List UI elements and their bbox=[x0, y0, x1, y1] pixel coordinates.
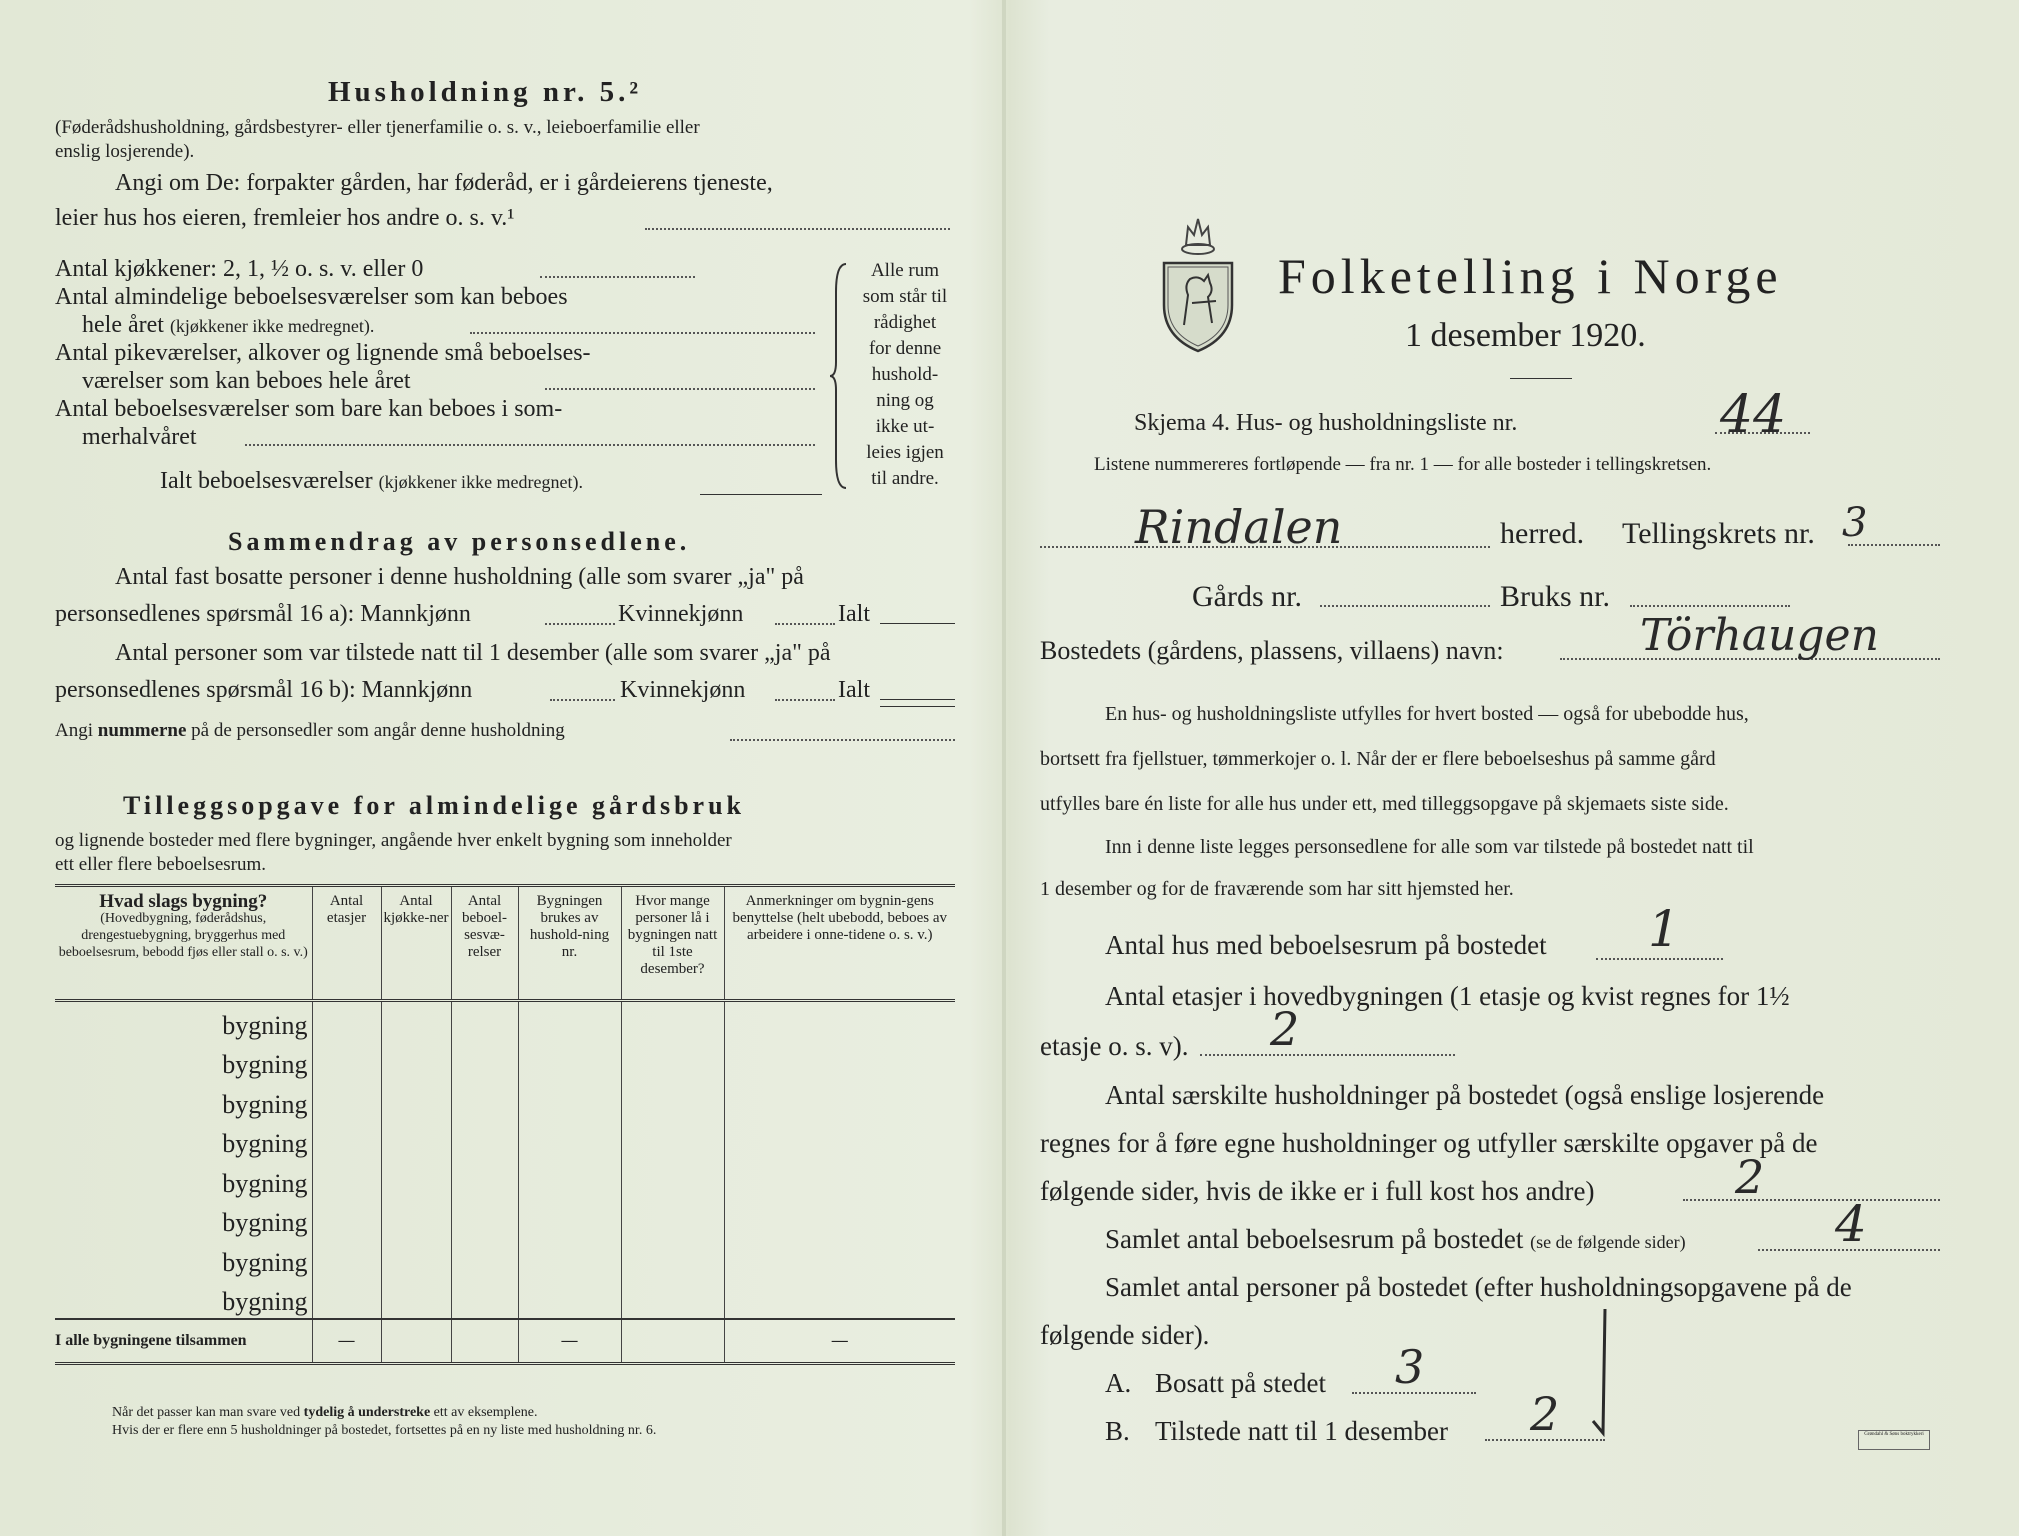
supplement-heading: Tilleggsopgave for almindelige gårdsbruk bbox=[123, 791, 746, 820]
household-intro-2: enslig losjerende). bbox=[55, 141, 195, 162]
tellingskrets-label: Tellingskrets nr. bbox=[1622, 517, 1815, 550]
ordinary-rooms-label-2: hele året (kjøkkener ikke medregnet). bbox=[82, 312, 375, 338]
household-heading: Husholdning nr. 5.² bbox=[328, 76, 643, 108]
table-row bbox=[55, 1200, 955, 1240]
info-line-2: bortsett fra fjellstuer, tømmerkojer o. l. Når der er flere beboelseshus på samme gård bbox=[1040, 748, 1716, 770]
samlet-personer-line-2: følgende sider). bbox=[1040, 1320, 1210, 1350]
summary-line-4: personsedlenes spørsmål 16 b): Mannkjønn bbox=[55, 677, 473, 703]
header-building-type: Hvad slags bygning? (Hovedbygning, føderådshus, drengestuebygning, bryggerhus med beboelsesrum, bebodd fjøs eller stall o. s. v.) bbox=[58, 891, 308, 960]
summary-heading: Sammendrag av personsedlene. bbox=[228, 527, 691, 556]
tilstede-letter: B. bbox=[1105, 1416, 1130, 1446]
ordinary-rooms-label-1: Antal almindelige beboelsesværelser som kan beboes bbox=[55, 284, 568, 310]
bosatt-value[interactable]: 3 bbox=[1395, 1340, 1425, 1394]
summary-male-b-dots bbox=[550, 699, 615, 701]
gards-line bbox=[1320, 605, 1490, 607]
footnote-1: Når det passer kan man svare ved tydelig å understreke ett av eksemplene. bbox=[112, 1405, 538, 1420]
maid-rooms-label-2: værelser som kan beboes hele året bbox=[82, 368, 411, 394]
maid-rooms-label-1: Antal pikeværelser, alkover og lignende små beboelses- bbox=[55, 340, 591, 366]
skjema-nr-value[interactable]: 44 bbox=[1720, 385, 1787, 445]
page-fold bbox=[1002, 0, 1006, 1536]
table-row bbox=[55, 1279, 955, 1320]
etasjer-line-1: Antal etasjer i hovedbygningen (1 etasje og kvist regnes for 1½ bbox=[1105, 981, 1790, 1011]
header-remarks: Anmerkninger om bygnin-gens benyttelse (helt ubebodd, beboes av arbeidere i onne-tidene o. s. v.) bbox=[724, 886, 955, 1001]
etasjer-line-2: etasje o. s. v). bbox=[1040, 1031, 1189, 1061]
maid-rooms-dots bbox=[545, 388, 815, 390]
summary-total-b-line-2 bbox=[880, 706, 955, 707]
angi-nummerne-dots bbox=[730, 739, 955, 741]
table-row bbox=[55, 1239, 955, 1279]
husholdninger-line-3: følgende sider, hvis de ikke er i full kost hos andre) bbox=[1040, 1176, 1595, 1206]
samlet-rum-label: Samlet antal beboelsesrum på bostedet (se de følgende sider) bbox=[1105, 1224, 1686, 1254]
supplement-line-1: og lignende bosteder med flere bygninger, angående hver enkelt bygning som inneholder bbox=[55, 830, 732, 851]
tilstede-value[interactable]: 2 bbox=[1530, 1387, 1560, 1441]
summer-rooms-dots bbox=[245, 444, 815, 446]
kitchens-label: Antal kjøkkener: 2, 1, ½ o. s. v. eller 0 bbox=[55, 256, 424, 282]
angi-fill-line bbox=[645, 228, 950, 230]
building-cell[interactable]: bygning bbox=[222, 1247, 308, 1277]
total-rooms-line bbox=[700, 494, 822, 495]
sum-label: I alle bygningene tilsammen bbox=[55, 1319, 312, 1364]
bruks-line bbox=[1630, 605, 1790, 607]
tilstede-label: Tilstede natt til 1 desember bbox=[1155, 1416, 1448, 1446]
summary-total-b-line bbox=[880, 699, 955, 700]
info-line-3: utfylles bare én liste for alle hus under ett, med tilleggsopgave på skjemaets siste side. bbox=[1040, 793, 1729, 815]
title-rule bbox=[1510, 378, 1572, 379]
page-title: Folketelling i Norge bbox=[1278, 248, 1783, 304]
bosatt-letter: A. bbox=[1105, 1368, 1132, 1398]
table-row bbox=[55, 1001, 955, 1042]
brace bbox=[828, 262, 850, 490]
summary-female-a: Kvinnekjønn bbox=[618, 601, 744, 627]
building-table bbox=[55, 884, 955, 1365]
summary-total-b: Ialt bbox=[838, 677, 870, 703]
summary-line-2: personsedlenes spørsmål 16 a): Mannkjønn bbox=[55, 601, 471, 627]
tellingskrets-value[interactable]: 3 bbox=[1842, 500, 1868, 546]
summary-line-1: Antal fast bosatte personer i denne husholdning (alle som svarer „ja" på bbox=[115, 564, 804, 590]
building-cell[interactable]: bygning bbox=[222, 1208, 308, 1237]
summary-male-a-dots bbox=[545, 623, 615, 625]
hus-value[interactable]: 1 bbox=[1648, 900, 1680, 958]
supplement-line-2: ett eller flere beboelsesrum. bbox=[55, 854, 267, 875]
ordinary-rooms-dots bbox=[470, 332, 815, 334]
summary-female-b-dots bbox=[775, 699, 835, 701]
census-date: 1 desember 1920. bbox=[1405, 317, 1646, 354]
table-row bbox=[55, 1121, 955, 1161]
herred-label: herred. bbox=[1500, 517, 1585, 550]
bosatt-label: Bosatt på stedet bbox=[1155, 1368, 1326, 1398]
hus-line bbox=[1596, 958, 1723, 960]
table-sum-row: I alle bygningene tilsammen — — — bbox=[55, 1319, 955, 1364]
header-rooms: Antal beboel-sesvæ-relser bbox=[451, 886, 518, 1001]
samlet-personer-line-1: Samlet antal personer på bostedet (efter husholdningsopgavene på de bbox=[1105, 1272, 1852, 1302]
summary-total-a: Ialt bbox=[838, 601, 870, 627]
samlet-rum-value[interactable]: 4 bbox=[1835, 1195, 1867, 1253]
info-line-5: 1 desember og for de fraværende som har sitt hjemsted her. bbox=[1040, 878, 1514, 900]
herred-value[interactable]: Rindalen bbox=[1135, 500, 1343, 554]
etasjer-value[interactable]: 2 bbox=[1270, 1002, 1300, 1056]
husholdninger-line bbox=[1683, 1199, 1940, 1201]
etasjer-line bbox=[1200, 1054, 1455, 1056]
husholdninger-line-1: Antal særskilte husholdninger på bostedet (også enslige losjerende bbox=[1105, 1080, 1825, 1110]
kitchens-dots bbox=[540, 276, 695, 278]
angi-line-2: leier hus hos eieren, fremleier hos andre o. s. v.¹ bbox=[55, 205, 515, 231]
building-cell[interactable]: bygning bbox=[222, 1129, 308, 1158]
rooms-side-note: Alle rum som står til rådighet for denne hushold- ning og ikke ut- leies igjen til andre. bbox=[862, 260, 948, 489]
header-household-nr: Bygningen brukes av hushold-ning nr. bbox=[518, 886, 621, 1001]
listene-note: Listene nummereres fortløpende — fra nr. 1 — for alle bosteder i tellingskretsen. bbox=[1094, 454, 1712, 475]
building-table-header bbox=[55, 886, 955, 1001]
info-line-1: En hus- og husholdningsliste utfylles for hvert bosted — også for ubebodde hus, bbox=[1105, 703, 1749, 725]
bosted-value[interactable]: Törhaugen bbox=[1640, 610, 1879, 661]
header-persons: Hvor mange personer lå i bygningen natt til 1ste desember? bbox=[621, 886, 724, 1001]
bosted-label: Bostedets (gårdens, plassens, villaens) navn: bbox=[1040, 636, 1504, 665]
table-row bbox=[55, 1042, 955, 1082]
gards-label: Gårds nr. bbox=[1192, 580, 1302, 613]
info-line-4: Inn i denne liste legges personsedlene for alle som var tilstede på bostedet natt til bbox=[1105, 836, 1754, 858]
total-rooms-label: Ialt beboelsesværelser (kjøkkener ikke medregnet). bbox=[160, 468, 584, 494]
bruks-label: Bruks nr. bbox=[1500, 580, 1611, 613]
angi-nummerne: Angi nummerne på de personsedler som angår denne husholdning bbox=[55, 720, 565, 741]
header-kitchens: Antal kjøkke-ner bbox=[381, 886, 451, 1001]
coat-of-arms-icon bbox=[1158, 205, 1238, 355]
building-cell[interactable]: bygning bbox=[222, 1050, 308, 1079]
summary-total-a-line bbox=[880, 623, 955, 624]
household-intro: (Føderådshusholdning, gårdsbestyrer- eller tjenerfamilie o. s. v., leieboerfamilie eller bbox=[55, 117, 700, 138]
summary-female-b: Kvinnekjønn bbox=[620, 677, 746, 703]
bracket-mark bbox=[1585, 1305, 1625, 1440]
summary-female-a-dots bbox=[775, 623, 835, 625]
summary-line-3: Antal personer som var tilstede natt til 1 desember (alle som svarer „ja" på bbox=[115, 640, 831, 666]
hus-label: Antal hus med beboelsesrum på bostedet bbox=[1105, 930, 1547, 960]
skjema-label: Skjema 4. Hus- og husholdningsliste nr. bbox=[1134, 410, 1518, 436]
footnote-2: Hvis der er flere enn 5 husholdninger på bostedet, fortsettes på en ny liste med husholdning nr. 6. bbox=[112, 1423, 657, 1438]
husholdninger-value[interactable]: 2 bbox=[1735, 1150, 1765, 1204]
building-cell[interactable]: bygning bbox=[222, 1010, 308, 1040]
husholdninger-line-2: regnes for å føre egne husholdninger og utfyller særskilte opgaver på de bbox=[1040, 1128, 1818, 1158]
header-floors: Antal etasjer bbox=[312, 886, 381, 1001]
building-cell[interactable]: bygning bbox=[222, 1287, 308, 1316]
printer-mark: Grøndahl & Søns boktrykkeri bbox=[1858, 1430, 1930, 1450]
summer-rooms-label-2: merhalvåret bbox=[82, 424, 197, 450]
table-row bbox=[55, 1081, 955, 1121]
table-row bbox=[55, 1160, 955, 1200]
angi-line-1: Angi om De: forpakter gården, har føderåd, er i gårdeierens tjeneste, bbox=[115, 170, 773, 196]
building-cell[interactable]: bygning bbox=[222, 1168, 308, 1198]
building-cell[interactable]: bygning bbox=[222, 1089, 308, 1119]
summer-rooms-label-1: Antal beboelsesværelser som bare kan beboes i som- bbox=[55, 396, 563, 422]
